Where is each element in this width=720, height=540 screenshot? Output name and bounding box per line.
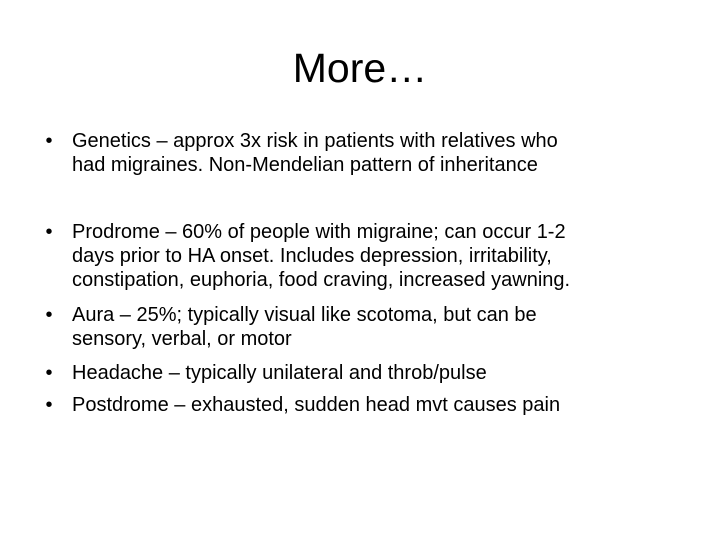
bullet-line: Aura – 25%; typically visual like scotoma, but can be (72, 304, 537, 326)
bullet-line: Headache – typically unilateral and throb/pulse (72, 362, 487, 384)
bullet-line: Genetics – approx 3x risk in patients with relatives who (72, 130, 558, 152)
bullet-marker: • (45, 221, 53, 243)
bullet-marker: • (45, 362, 53, 384)
bullet-line: Postdrome – exhausted, sudden head mvt causes pain (72, 394, 561, 416)
bullet-aura (45, 303, 672, 351)
slide-title: More… (292, 45, 428, 91)
bullet-genetics (45, 129, 672, 177)
bullet-line: constipation, euphoria, food craving, increased yawning. (72, 269, 571, 291)
bullet-prodrome (45, 220, 672, 292)
bullet-line: had migraines. Non-Mendelian pattern of inheritance (72, 154, 538, 176)
bullet-marker: • (45, 304, 53, 326)
bullet-marker: • (45, 130, 53, 152)
bullet-marker: • (45, 394, 53, 416)
bullet-postdrome (45, 393, 672, 417)
bullet-headache (45, 361, 672, 385)
bullet-line: Prodrome – 60% of people with migraine; can occur 1-2 (72, 221, 566, 243)
bullet-line: sensory, verbal, or motor (72, 328, 292, 350)
bullet-line: days prior to HA onset. Includes depression, irritability, (72, 245, 552, 267)
